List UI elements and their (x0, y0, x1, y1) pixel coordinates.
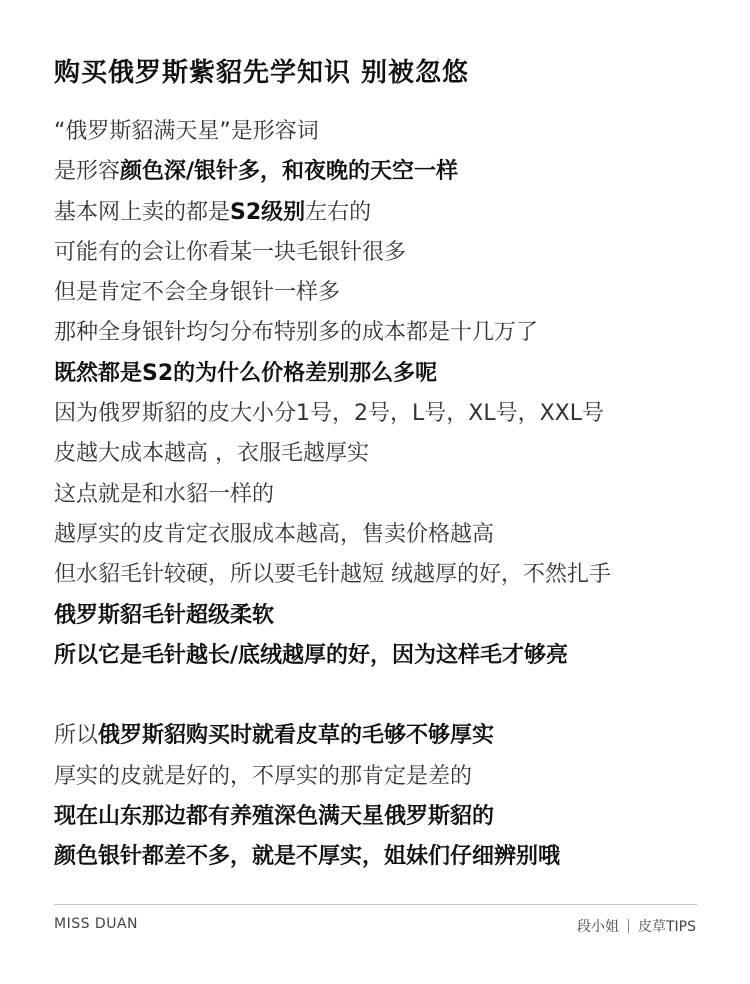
emphasis-text: 颜色银针都差不多，就是不厚实，姐妹们仔细辨别哦 (54, 844, 561, 870)
text-line: 基本网上卖的都是S2级别左右的 (54, 199, 372, 225)
footer-divider (54, 904, 697, 905)
text-line (54, 596, 704, 636)
text-line (54, 837, 704, 877)
article-body (54, 112, 704, 878)
emphasis-text: S2级别 (230, 199, 306, 225)
text-line: 这点就是和水貂一样的 (54, 481, 275, 507)
emphasis-text: 既然都是S2的为什么价格差别那么多呢 (54, 360, 438, 386)
text-line: 可能有的会让你看某一块毛银针很多 (54, 239, 407, 265)
text-line (54, 354, 704, 394)
footer-series: 皮草TIPS (637, 919, 696, 935)
text-line (54, 636, 704, 676)
emphasis-text: 俄罗斯貂购买时就看皮草的毛够不够厚实 (98, 723, 495, 749)
footer-author: 段小姐 (576, 919, 619, 935)
footer-series-label (577, 916, 696, 936)
text-line: 那种全身银针均匀分布特别多的成本都是十几万了 (54, 320, 539, 346)
text-line (54, 797, 704, 837)
text-line: 但是肯定不会全身银针一样多 (54, 280, 341, 306)
article-title: 购买俄罗斯紫貂先学知识 别被忽悠 (54, 58, 470, 88)
text-line: 但水貂毛针较硬，所以要毛针越短 绒越厚的好，不然扎手 (54, 562, 611, 588)
emphasis-text: 现在山东那边都有养殖深色满天星俄罗斯貂的 (54, 804, 495, 830)
text-line: “俄罗斯貂满天星”是形容词 (54, 119, 319, 144)
emphasis-text: 俄罗斯貂毛针超级柔软 (54, 602, 275, 628)
text-line: 厚实的皮就是好的，不厚实的那肯定是差的 (54, 763, 473, 789)
text-line: 皮越大成本越高 ，衣服毛越厚实 (54, 441, 369, 467)
text-line: 因为俄罗斯貂的皮大小分1号，2号，L号，XL号，XXL号 (54, 401, 604, 427)
emphasis-text: 颜色深/银针多，和夜晚的天空一样 (120, 159, 459, 185)
blank-line (54, 676, 704, 716)
emphasis-text: 所以它是毛针越长/底绒越厚的好，因为这样毛才够亮 (54, 642, 569, 668)
text-line: 所以俄罗斯貂购买时就看皮草的毛够不够厚实 (54, 723, 495, 749)
footer-separator (628, 919, 629, 933)
text-line: 是形容颜色深/银针多，和夜晚的天空一样 (54, 159, 459, 185)
text-line: 越厚实的皮肯定衣服成本越高，售卖价格越高 (54, 521, 495, 547)
footer-brand: MISS DUAN (54, 916, 139, 932)
